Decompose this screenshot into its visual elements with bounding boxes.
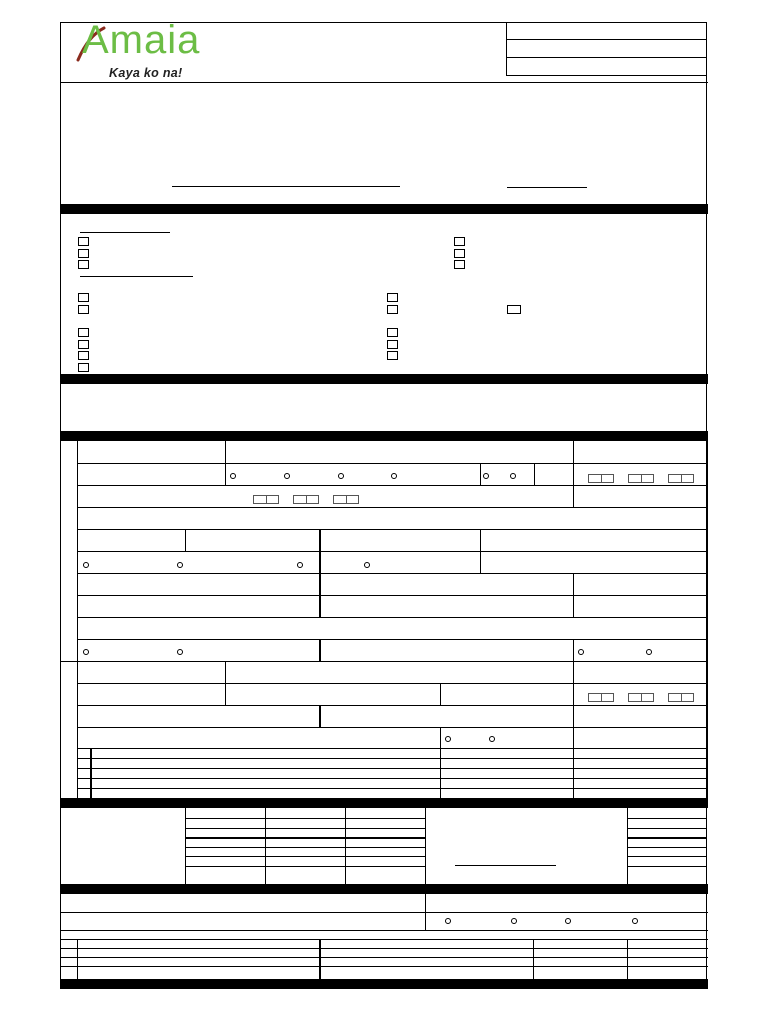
grid-row-line bbox=[77, 748, 708, 749]
grid-cell-line bbox=[77, 939, 78, 979]
checkbox[interactable] bbox=[78, 328, 89, 337]
grid-row-line bbox=[77, 778, 708, 779]
table-row-line bbox=[627, 818, 707, 819]
grid-row-line bbox=[60, 930, 708, 931]
grid-row-line bbox=[77, 529, 708, 530]
grid-cell-line bbox=[319, 573, 321, 617]
grid-row-line bbox=[77, 551, 708, 552]
date-digit-box[interactable] bbox=[333, 495, 359, 504]
table-row-line bbox=[185, 847, 425, 848]
grid-cell-line bbox=[573, 705, 574, 727]
grid-cell-line bbox=[573, 573, 574, 617]
table-column-line bbox=[425, 808, 426, 884]
table-row-line bbox=[627, 866, 707, 867]
ref-box-line bbox=[506, 39, 707, 40]
grid-cell-line bbox=[573, 639, 574, 661]
table-row-line bbox=[185, 856, 425, 857]
table-row-line bbox=[627, 847, 707, 848]
grid-cell-line bbox=[319, 639, 321, 661]
grid-row-line bbox=[77, 639, 708, 640]
grid-cell-line bbox=[440, 683, 441, 705]
grid-row-line bbox=[77, 573, 708, 574]
grid-column-line bbox=[77, 441, 78, 798]
grid-row-line bbox=[77, 683, 708, 684]
checkbox[interactable] bbox=[78, 260, 89, 269]
signature-line[interactable] bbox=[455, 865, 556, 866]
table-row-line bbox=[185, 828, 425, 829]
table-column-line bbox=[265, 808, 266, 884]
date-digit-box[interactable] bbox=[588, 693, 614, 702]
header-divider bbox=[60, 82, 708, 83]
grid-row-line bbox=[60, 912, 425, 913]
grid-row-line bbox=[77, 705, 708, 706]
checkbox[interactable] bbox=[387, 305, 398, 314]
radio-button[interactable] bbox=[445, 918, 451, 924]
checkbox[interactable] bbox=[78, 249, 89, 258]
grid-row-line bbox=[77, 485, 708, 486]
grid-cell-line bbox=[225, 441, 226, 485]
table-column-line bbox=[345, 808, 346, 884]
grid-cell-line bbox=[480, 463, 481, 485]
form-border bbox=[60, 18, 707, 989]
grid-cell-line bbox=[480, 529, 481, 573]
grid-row-line bbox=[60, 939, 708, 940]
radio-button[interactable] bbox=[177, 562, 183, 568]
table-row-line bbox=[185, 818, 425, 819]
ref-box-border bbox=[506, 22, 507, 76]
radio-button[interactable] bbox=[483, 473, 489, 479]
section-bar bbox=[60, 374, 708, 384]
date-digit-box[interactable] bbox=[628, 693, 654, 702]
table-row-line bbox=[185, 837, 425, 839]
checkbox[interactable] bbox=[454, 249, 465, 258]
grid-cell-line bbox=[440, 727, 441, 798]
grid-cell-line bbox=[534, 463, 535, 485]
table-row-line bbox=[185, 866, 425, 867]
section-heading-underline bbox=[80, 232, 170, 233]
grid-cell-line bbox=[185, 529, 186, 551]
radio-button[interactable] bbox=[338, 473, 344, 479]
grid-row-line bbox=[60, 966, 708, 967]
radio-button[interactable] bbox=[284, 473, 290, 479]
section-bar bbox=[60, 431, 708, 441]
grid-cell-line bbox=[319, 529, 321, 573]
logo-wordmark: Amaia bbox=[82, 18, 201, 62]
checkbox[interactable] bbox=[454, 237, 465, 246]
table-row-line bbox=[627, 828, 707, 829]
radio-button[interactable] bbox=[565, 918, 571, 924]
radio-button[interactable] bbox=[632, 918, 638, 924]
date-digit-box[interactable] bbox=[668, 693, 694, 702]
checkbox[interactable] bbox=[387, 328, 398, 337]
radio-button[interactable] bbox=[364, 562, 370, 568]
grid-cell-line bbox=[573, 441, 574, 507]
grid-row-line bbox=[77, 463, 708, 464]
grid-row-line bbox=[77, 507, 708, 508]
radio-button[interactable] bbox=[391, 473, 397, 479]
ref-box-line bbox=[506, 75, 707, 76]
checkbox[interactable] bbox=[387, 340, 398, 349]
grid-row-line bbox=[60, 948, 708, 949]
radio-button[interactable] bbox=[83, 562, 89, 568]
grid-cell-line bbox=[319, 939, 321, 979]
section-bar bbox=[60, 204, 708, 214]
date-digit-box[interactable] bbox=[668, 474, 694, 483]
radio-button[interactable] bbox=[83, 649, 89, 655]
radio-button[interactable] bbox=[489, 736, 495, 742]
grid-column-line bbox=[707, 441, 708, 798]
checkbox[interactable] bbox=[78, 351, 89, 360]
radio-button[interactable] bbox=[230, 473, 236, 479]
grid-cell-line bbox=[627, 939, 628, 979]
section-heading-underline bbox=[80, 276, 193, 277]
table-column-line bbox=[185, 808, 186, 884]
grid-row-line bbox=[60, 661, 708, 662]
signature-line[interactable] bbox=[172, 186, 400, 187]
grid-row-line bbox=[77, 617, 708, 618]
grid-cell-line bbox=[573, 727, 574, 798]
section-bar bbox=[60, 884, 708, 894]
table-row-line bbox=[627, 837, 707, 839]
grid-row-line bbox=[425, 912, 708, 913]
section-bar bbox=[60, 979, 708, 989]
section-bar bbox=[60, 798, 708, 808]
date-digit-box[interactable] bbox=[253, 495, 279, 504]
radio-button[interactable] bbox=[511, 918, 517, 924]
checkbox[interactable] bbox=[78, 293, 89, 302]
grid-row-line bbox=[77, 727, 708, 728]
radio-button[interactable] bbox=[297, 562, 303, 568]
checkbox[interactable] bbox=[78, 237, 89, 246]
checkbox[interactable] bbox=[78, 340, 89, 349]
table-column-line bbox=[627, 808, 628, 884]
grid-row-line bbox=[77, 788, 708, 789]
table-row-line bbox=[627, 856, 707, 857]
date-digit-box[interactable] bbox=[293, 495, 319, 504]
ref-box-line bbox=[506, 57, 707, 58]
grid-row-line bbox=[77, 595, 708, 596]
checkbox[interactable] bbox=[454, 260, 465, 269]
checkbox[interactable] bbox=[507, 305, 521, 314]
checkbox[interactable] bbox=[387, 351, 398, 360]
radio-button[interactable] bbox=[646, 649, 652, 655]
grid-row-line bbox=[60, 957, 708, 958]
radio-button[interactable] bbox=[510, 473, 516, 479]
checkbox[interactable] bbox=[78, 305, 89, 314]
grid-cell-line bbox=[533, 939, 534, 979]
grid-cell-line bbox=[573, 661, 574, 705]
grid-row-line bbox=[77, 768, 708, 769]
date-digit-box[interactable] bbox=[588, 474, 614, 483]
radio-button[interactable] bbox=[177, 649, 183, 655]
date-line[interactable] bbox=[507, 187, 587, 188]
grid-row-line bbox=[77, 758, 708, 759]
radio-button[interactable] bbox=[578, 649, 584, 655]
date-digit-box[interactable] bbox=[628, 474, 654, 483]
grid-cell-line bbox=[319, 705, 321, 727]
radio-button[interactable] bbox=[445, 736, 451, 742]
grid-cell-line bbox=[90, 748, 92, 798]
checkbox[interactable] bbox=[387, 293, 398, 302]
logo-tagline: Kaya ko na! bbox=[109, 66, 183, 80]
checkbox[interactable] bbox=[78, 363, 89, 372]
grid-cell-line bbox=[225, 661, 226, 705]
